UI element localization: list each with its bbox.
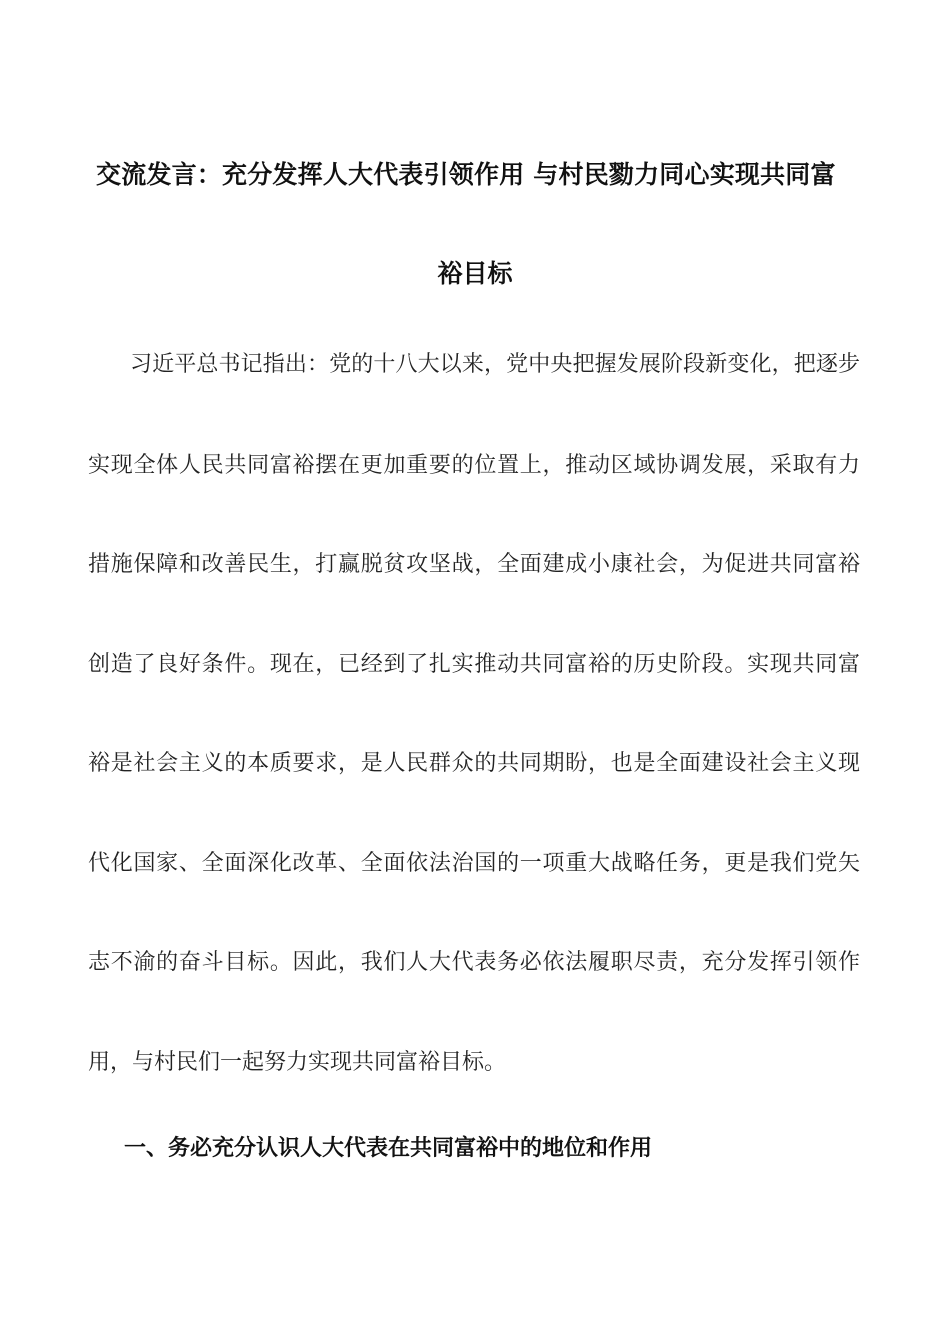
paragraph-line-3: 措施保障和改善民生，打赢脱贫攻坚战，全面建成小康社会，为促进共同富裕 xyxy=(88,552,860,577)
document-title-line-1: 交流发言：充分发挥人大代表引领作用 与村民勠力同心实现共同富 xyxy=(96,160,836,189)
paragraph-line-5: 裕是社会主义的本质要求，是人民群众的共同期盼，也是全面建设社会主义现 xyxy=(88,751,860,776)
paragraph-line-8: 用，与村民们一起努力实现共同富裕目标。 xyxy=(88,1050,507,1075)
paragraph-line-1: 习近平总书记指出：党的十八大以来，党中央把握发展阶段新变化，把逐步 xyxy=(130,352,860,377)
document-title-line-2: 裕目标 xyxy=(437,259,513,288)
paragraph-line-4: 创造了良好条件。现在，已经到了扎实推动共同富裕的历史阶段。实现共同富 xyxy=(88,652,860,677)
section-heading: 一、务必充分认识人大代表在共同富裕中的地位和作用 xyxy=(124,1136,653,1161)
paragraph-line-6: 代化国家、全面深化改革、全面依法治国的一项重大战略任务，更是我们党矢 xyxy=(88,851,860,876)
paragraph-line-7: 志不渝的奋斗目标。因此，我们人大代表务必依法履职尽责，充分发挥引领作 xyxy=(88,950,860,975)
paragraph-line-2: 实现全体人民共同富裕摆在更加重要的位置上，推动区域协调发展，采取有力 xyxy=(88,453,860,478)
